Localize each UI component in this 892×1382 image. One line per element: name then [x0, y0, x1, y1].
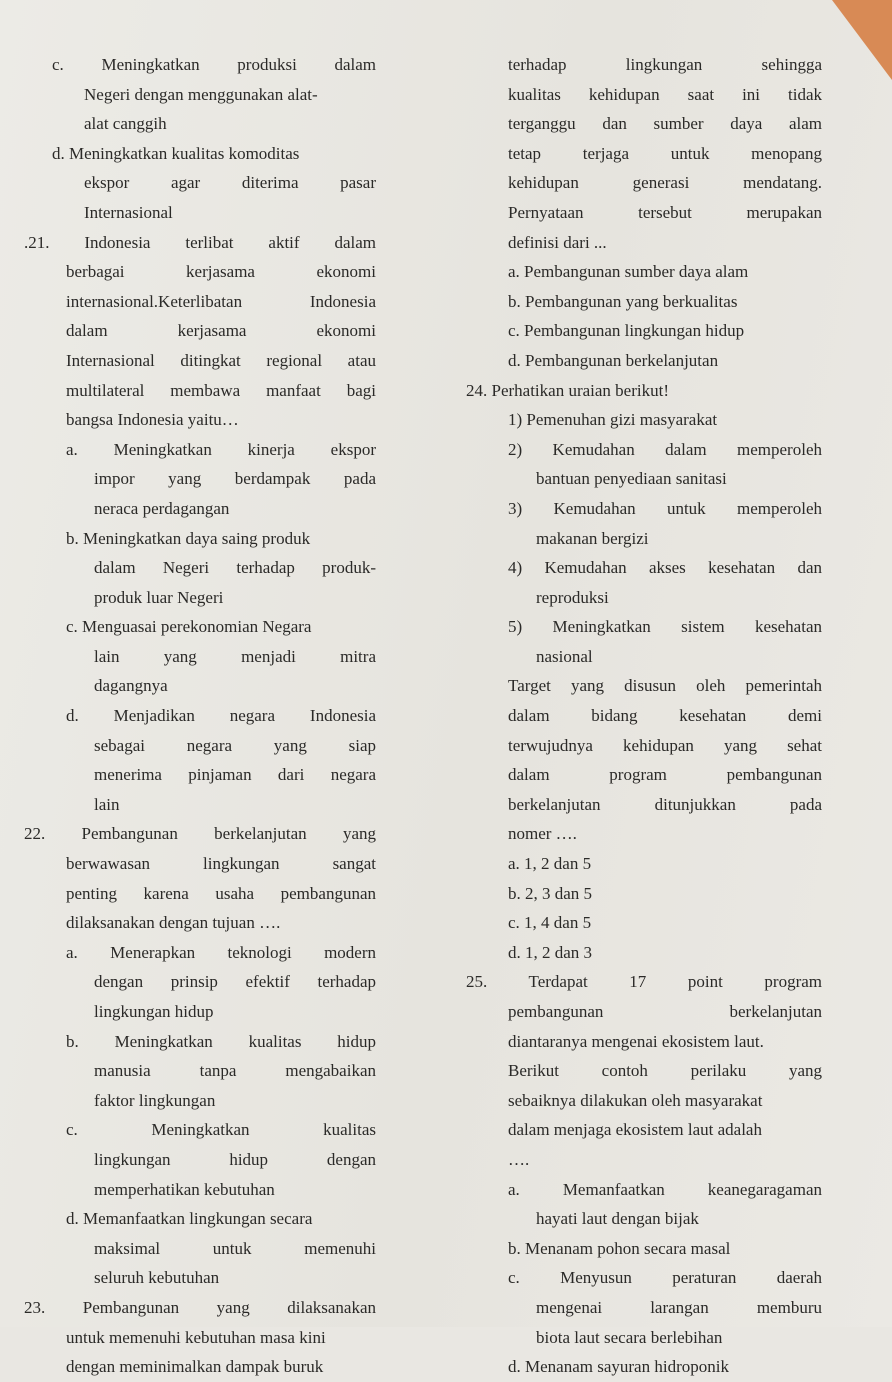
right-column — [466, 50, 822, 1382]
left-column-line: c. Menguasai perekonomian Negara — [66, 617, 312, 637]
right-column-line: d. Menanam sayuran hidroponik — [508, 1357, 729, 1377]
left-column-line: lingkungan hidup — [94, 1002, 214, 1021]
page-corner-decoration — [832, 0, 892, 80]
right-column-line: 24. Perhatikan uraian berikut! — [466, 380, 669, 400]
right-column-line: kehidupan generasi mendatang. — [508, 173, 822, 193]
right-column-line: d. Pembangunan berkelanjutan — [508, 350, 719, 370]
right-column-line: kualitas kehidupan saat ini tidak — [508, 84, 822, 104]
right-column-line: a. Memanfaatkan keanegaragaman — [508, 1179, 822, 1199]
left-column-line: alat canggih — [84, 114, 167, 134]
right-column-line: a. Pembangunan sumber daya alam — [508, 262, 749, 282]
left-column-line: b. Meningkatkan daya saing produk — [66, 528, 311, 548]
left-column-line: produk luar Negeri — [94, 587, 224, 607]
left-column-line: c. Meningkatkan kualitas — [66, 1120, 376, 1140]
right-column-line: d. 1, 2 dan 3 — [508, 942, 593, 962]
right-column-line: definisi dari ... — [508, 232, 607, 252]
left-column-line: c. Meningkatkan produksi dalam — [52, 55, 376, 74]
right-column-line: reproduksi — [536, 587, 609, 607]
right-column-line: c. Menyusun peraturan daerah — [508, 1268, 822, 1288]
right-column-line: 4) Kemudahan akses kesehatan dan — [508, 558, 822, 578]
left-column-line: neraca perdagangan — [94, 498, 230, 518]
right-column-line: Pernyataan tersebut merupakan — [508, 202, 822, 222]
left-column-line: lain yang menjadi mitra — [94, 646, 376, 666]
left-column-line: berbagai kerjasama ekonomi — [66, 262, 376, 282]
left-column-line: d. Menjadikan negara Indonesia — [66, 706, 376, 726]
left-column-line: seluruh kebutuhan — [94, 1268, 220, 1288]
right-column-line: sebaiknya dilakukan oleh masyarakat — [508, 1090, 763, 1110]
left-column-line: Internasional ditingkat regional atau — [66, 350, 376, 370]
left-column-line: bangsa Indonesia yaitu… — [66, 410, 239, 430]
right-column-line: c. 1, 4 dan 5 — [508, 913, 592, 933]
right-column-line: b. Pembangunan yang berkualitas — [508, 291, 738, 311]
left-column-line: a. Menerapkan teknologi modern — [66, 942, 376, 962]
right-column-line: a. 1, 2 dan 5 — [508, 854, 592, 874]
left-column-line: dilaksanakan dengan tujuan …. — [66, 913, 281, 933]
left-column-line: dengan meminimalkan dampak buruk — [66, 1357, 324, 1377]
left-column-line: b. Meningkatkan kualitas hidup — [66, 1031, 376, 1051]
left-column-line: ekspor agar diterima pasar — [84, 173, 376, 193]
right-column-line: 2) Kemudahan dalam memperoleh — [508, 439, 822, 459]
left-column-line: Internasional — [84, 202, 173, 222]
left-column-line: sebagai negara yang siap — [94, 735, 376, 755]
right-column-line: c. Pembangunan lingkungan hidup — [508, 321, 745, 341]
left-column-line: faktor lingkungan — [94, 1090, 216, 1110]
right-column-line: Target yang disusun oleh pemerintah — [508, 676, 822, 696]
right-column-line: Berikut contoh perilaku yang — [508, 1061, 822, 1081]
right-column-line: nomer …. — [508, 824, 577, 844]
right-column-line: terhadap lingkungan sehingga — [508, 55, 822, 74]
right-column-line: hayati laut dengan bijak — [536, 1209, 699, 1229]
right-column-line: nasional — [536, 646, 593, 666]
left-column-line: a. Meningkatkan kinerja ekspor — [66, 439, 376, 459]
left-column-line: dalam Negeri terhadap produk- — [94, 558, 376, 578]
left-column-line: dengan prinsip efektif terhadap — [94, 972, 376, 992]
right-column-line: biota laut secara berlebihan — [536, 1327, 723, 1347]
right-column-line: mengenai larangan memburu — [536, 1297, 822, 1317]
left-column-line: maksimal untuk memenuhi — [94, 1238, 376, 1258]
left-column-line: lain — [94, 794, 120, 814]
left-column-line: Negeri dengan menggunakan alat- — [84, 84, 318, 104]
left-column-line: memperhatikan kebutuhan — [94, 1179, 275, 1199]
left-column-line: d. Memanfaatkan lingkungan secara — [66, 1209, 313, 1229]
left-column-line: penting karena usaha pembangunan — [66, 883, 376, 903]
left-column-line: multilateral membawa manfaat bagi — [66, 380, 376, 400]
right-column-line: dalam bidang kesehatan demi — [508, 706, 822, 726]
right-column-line: makanan bergizi — [536, 528, 649, 548]
right-column-line: 1) Pemenuhan gizi masyarakat — [508, 410, 718, 430]
right-column-line: dalam menjaga ekosistem laut adalah — [508, 1120, 762, 1140]
right-column-line: dalam program pembangunan — [508, 765, 822, 785]
right-column-line: pembangunan berkelanjutan — [508, 1002, 822, 1021]
right-column-line: terwujudnya kehidupan yang sehat — [508, 735, 822, 755]
left-column — [24, 50, 376, 1382]
left-column-line: 22. Pembangunan berkelanjutan yang — [24, 824, 376, 844]
left-column-line: lingkungan hidup dengan — [94, 1149, 376, 1169]
right-column-line: b. 2, 3 dan 5 — [508, 883, 593, 903]
right-column-line: tetap terjaga untuk menopang — [508, 143, 822, 163]
right-column-line: diantaranya mengenai ekosistem laut. — [508, 1031, 764, 1051]
left-column-line: internasional.Keterlibatan Indonesia — [66, 291, 376, 311]
left-column-line: .21. Indonesia terlibat aktif dalam — [24, 232, 376, 252]
left-column-line: menerima pinjaman dari negara — [94, 765, 376, 785]
left-column-line: 23. Pembangunan yang dilaksanakan — [24, 1297, 376, 1317]
right-column-line: 5) Meningkatkan sistem kesehatan — [508, 617, 822, 637]
right-column-line: 3) Kemudahan untuk memperoleh — [508, 498, 822, 518]
right-column-line: terganggu dan sumber daya alam — [508, 114, 822, 134]
left-column-line: untuk memenuhi kebutuhan masa kini — [66, 1327, 326, 1347]
left-column-line: manusia tanpa mengabaikan — [94, 1061, 376, 1081]
left-column-line: dalam kerjasama ekonomi — [66, 321, 376, 341]
left-column-line: dagangnya — [94, 676, 168, 696]
left-column-line: impor yang berdampak pada — [94, 469, 376, 489]
right-column-line: …. — [508, 1149, 530, 1169]
right-column-line: 25. Terdapat 17 point program — [466, 972, 822, 992]
right-column-line: b. Menanam pohon secara masal — [508, 1238, 731, 1258]
right-column-line: berkelanjutan ditunjukkan pada — [508, 794, 822, 814]
right-column-line: bantuan penyediaan sanitasi — [536, 469, 727, 489]
left-column-line: berwawasan lingkungan sangat — [66, 854, 376, 874]
left-column-line: d. Meningkatkan kualitas komoditas — [52, 143, 300, 163]
